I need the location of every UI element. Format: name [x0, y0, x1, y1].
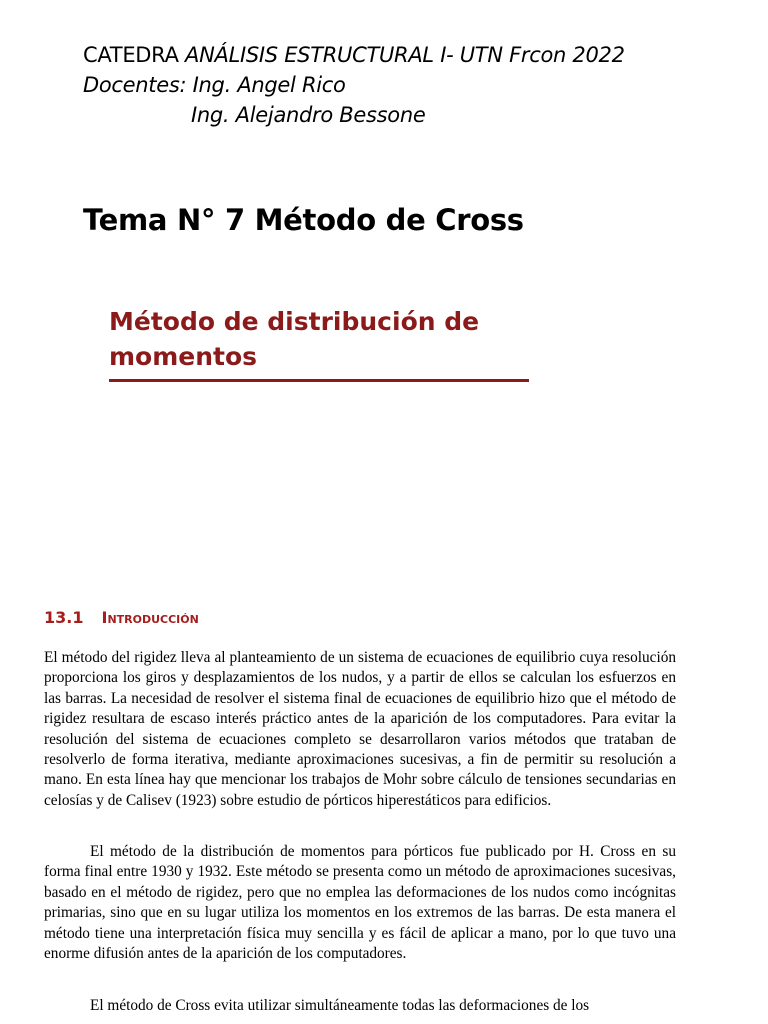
tema-title: Tema N° 7 Método de Cross	[83, 203, 524, 237]
section-heading	[44, 608, 199, 627]
course-header	[83, 40, 625, 130]
section-title: Introducción	[101, 608, 199, 627]
docentes-line: Docentes: Ing. Angel Rico	[83, 73, 346, 97]
catedra-label: CATEDRA	[83, 43, 186, 67]
subtitle-line1: Método de distribución de	[109, 307, 480, 336]
subtitle-underline	[109, 379, 529, 382]
section-number: 13.1	[44, 608, 84, 627]
paragraph-3: El método de Cross evita utilizar simultáneamente todas las deformaciones de los	[90, 997, 590, 1014]
paragraph-2: El método de la distribución de momentos para pórticos fue publicado por H. Cross en su forma final entre 1930 y 1932. Este método se presenta como un método de aproximaciones sucesivas, basado en el método de rigidez, pero que no emplea las deformaciones de los nudos como incógnitas primarias, sino que en su lugar utiliza los momentos en los extremos de las barras. De esta manera el método tiene una interpretación física muy sencilla y es fácil de aplicar a mano, por lo que tuvo una enorme difusión antes de la aparición de los computadores.	[44, 843, 676, 963]
catedra-name: ANÁLISIS ESTRUCTURAL I- UTN Frcon 2022	[185, 43, 625, 67]
subtitle-line2: momentos	[109, 342, 258, 371]
paragraph-1: El método del rigidez lleva al planteamiento de un sistema de ecuaciones de equilibrio cuya resolución proporciona los giros y desplazamientos de los nudos, y a partir de ellos se calculan los esfuerzos en las barras. La necesidad de resolver el sistema final de ecuaciones de equilibrio hizo que el método de rigidez resultara de escaso interés práctico antes de la aparición de los computadores. Para evitar la resolución del sistema de ecuaciones completo se desarrollaron varios métodos que trataban de resolverlo de forma iterativa, mediante aproximaciones sucesivas, a fin de permitir su resolución a mano. En esta línea hay que mencionar los trabajos de Mohr sobre cálculo de tensiones secundarias en celosías y de Calisev (1923) sobre estudio de pórticos hiperestáticos para edificios.	[44, 649, 676, 809]
chapter-subtitle	[109, 304, 549, 374]
catedra-line	[83, 40, 625, 70]
docente-second: Ing. Alejandro Bessone	[191, 103, 426, 127]
